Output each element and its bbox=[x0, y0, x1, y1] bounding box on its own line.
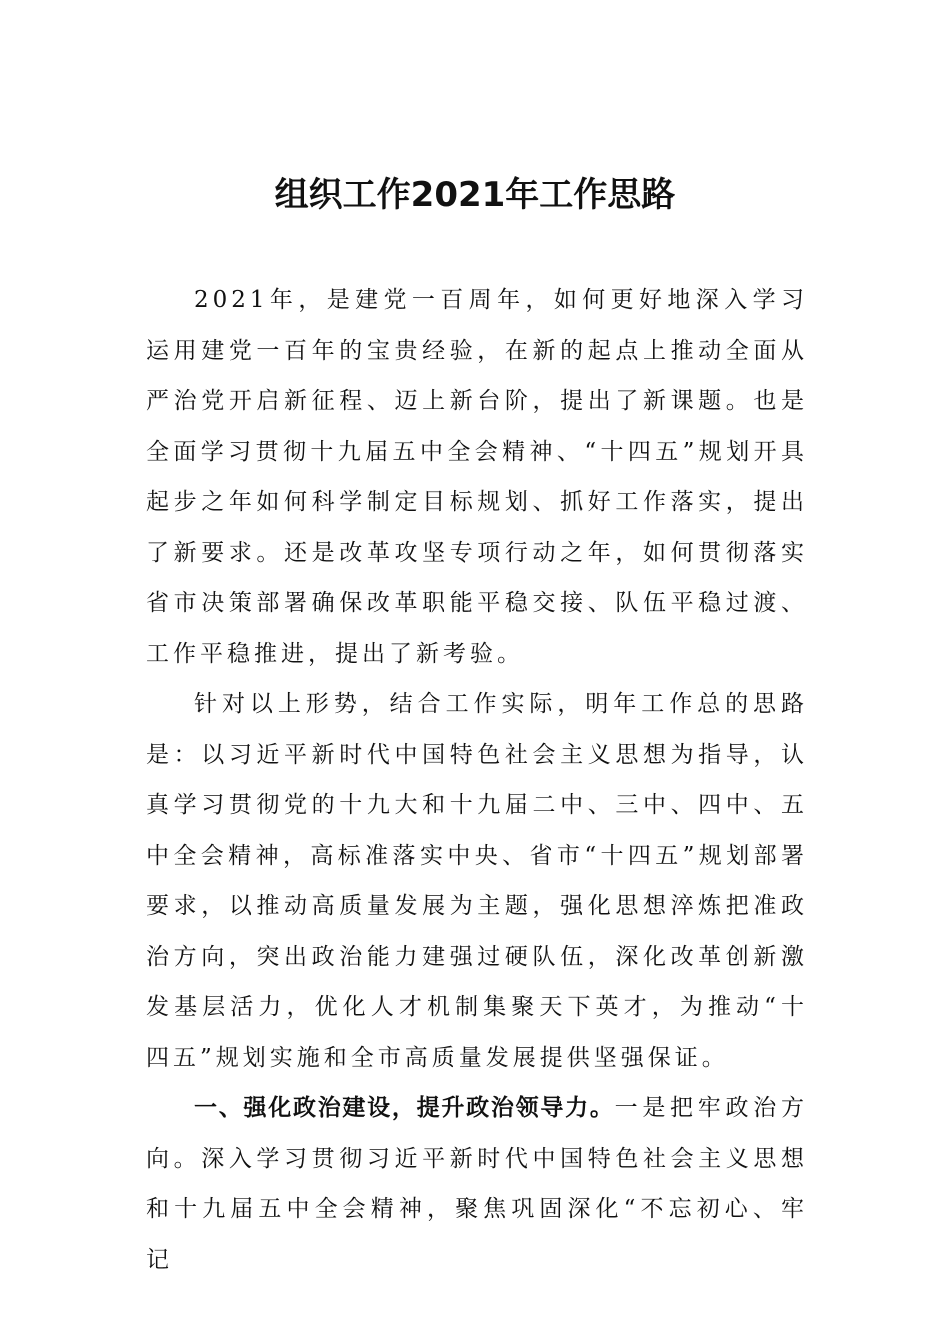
document-body bbox=[146, 275, 808, 1285]
paragraph-1-text: 2021年，是建党一百周年，如何更好地深入学习运用建党一百年的宝贵经验，在新的起点上推动全面从严治党开启新征程、迈上新台阶，提出了新课题。也是全面学习贯彻十九届五中全会精神、“十四五”规划开具起步之年如何科学制定目标规划、抓好工作落实，提出了新要求。还是改革攻坚专项行动之年，如何贯彻落实省市决策部署确保改革职能平稳交接、队伍平稳过渡、工作平稳推进，提出了新考验。 bbox=[146, 287, 808, 667]
paragraph-2 bbox=[146, 679, 808, 1083]
paragraph-3 bbox=[146, 1083, 808, 1285]
document-title: 组织工作2021年工作思路 bbox=[274, 175, 676, 215]
paragraph-3-text: 一是把牢政治方向。深入学习贯彻习近平新时代中国特色社会主义思想和十九届五中全会精神，聚焦巩固深化“不忘初心、牢记 bbox=[146, 1095, 809, 1273]
paragraph-1 bbox=[146, 275, 808, 679]
section-heading-1: 一、强化政治建设，提升政治领导力。 bbox=[194, 1095, 615, 1121]
paragraph-2-text: 针对以上形势，结合工作实际，明年工作总的思路是：以习近平新时代中国特色社会主义思想为指导，认真学习贯彻党的十九大和十九届二中、三中、四中、五中全会精神，高标准落实中央、省市“十四五”规划部署要求，以推动高质量发展为主题，强化思想淬炼把准政治方向，突出政治能力建强过硬队伍，深化改革创新激发基层活力，优化人才机制集聚天下英才，为推动“十四五”规划实施和全市高质量发展提供坚强保证。 bbox=[146, 691, 808, 1071]
